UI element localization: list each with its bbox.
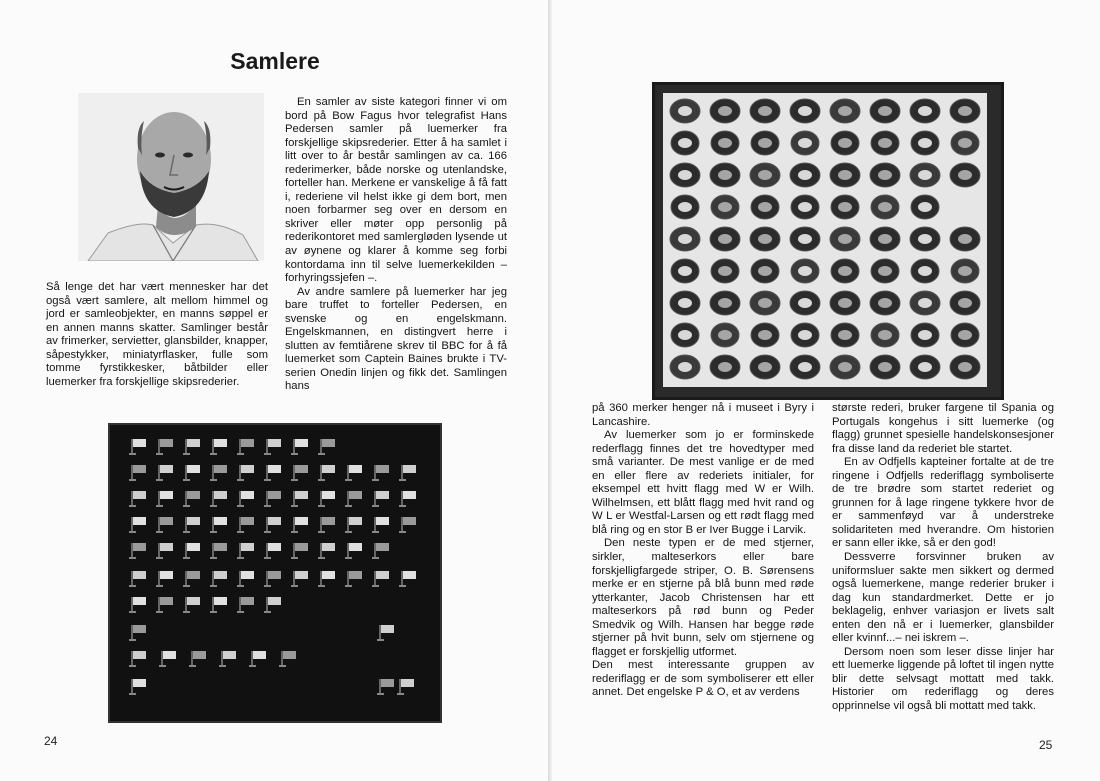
left-page bbox=[0, 0, 549, 781]
page-title: Samlere bbox=[230, 48, 320, 74]
page-number: 25 bbox=[1039, 738, 1053, 752]
paragraph: Av andre samlere på luemerker har jeg bare truffet to forteller Pedersen, en svenske og en engelskmann. Engelskmannen, en distingvert herre i slutten av femtiårene skrev til BBC for å få luemerket som Captein Baines brukte i TV-serien Onedin linjen og fikk det. Samlingen hans bbox=[285, 285, 507, 393]
cap-badge-collection-photo-icon bbox=[652, 82, 1004, 400]
right-page bbox=[552, 0, 1100, 781]
paragraph: Dessverre forsvinner bruken av uniformsluer sakte men sikkert og dermed også luemerkene, mange rederier bruker i dag kun standardmerket. Dette er jo beklagelig, enhver variasjon er livets salt enten den nå er i luemerker, glansbilder eller kvinnf...– nei iskrem –. bbox=[832, 551, 1054, 645]
paragraph: Den mest interessante gruppen av rederiflagg er de som symboliserer ett eller annet. Det engelske P & O, et av verdens bbox=[592, 659, 814, 699]
paragraph: Av luemerker som jo er forminskede rederflagg finnes det tre hovedtyper med små varianter. De mest vanlige er de med en eller flere av rederiets initialer, for eksempel ett hvitt flagg med W er Wilh. Wilhelmsen, ett blått flagg med hvit rand og W L er Westfal-Larsen og ett rødt flagg med blå ring og en stor B er Iver Bugge i Larvik. bbox=[592, 429, 814, 536]
paragraph: En av Odfjells kapteiner fortalte at de tre ringene i Odfjells rederiflagg symboliserte de tre brødre som startet rederiet og grunnen for å lage ringene tykkere hvor de er sammenføyd var å understreke solidariteten med hverandre. Om historien er sann eller ikke, så er den god! bbox=[832, 456, 1054, 550]
right-text-column-1 bbox=[592, 402, 814, 700]
paragraph: Den neste typen er de med stjerner, sirkler, malteserkors eller bare forskjelligfargede striper, O. B. Sørensens merke er en stjerne på blå bunn med røde ytterkanter, Jacob Christensen har ett malteserkors på rød bunn og Peder Smedvik og Wilh. Hansen har begge røde stjerner på hvit bunn, selv om stjernene og flagget er forskjellig utformet. bbox=[592, 537, 814, 658]
page-number: 24 bbox=[44, 734, 58, 748]
right-text-column-2 bbox=[832, 402, 1054, 714]
paragraph: Dersom noen som leser disse linjer har ett luemerke liggende på loftet til ingen nytte blir dette selvsagt mottatt med takk. Historier om rederiflagg og deres opprinnelse vil også bli mottatt med takk. bbox=[832, 645, 1054, 713]
paragraph: største rederi, bruker fargene til Spania og Portugals kongehus i sitt luemerke (og flagg) grunnet spesielle handelskonsesjoner fra disse land da rederiet ble startet. bbox=[832, 402, 1054, 455]
paragraph: på 360 merker henger nå i museet i Byry i Lancashire. bbox=[592, 402, 814, 428]
intro-paragraph: Så lenge det har vært mennesker har det også vært samlere, alt mellom himmel og jord er samleobjekter, en manns søppel er en annen manns skatter. Samlinger består av frimerker, servietter, glansbilder, knapper, såpestykker, miniatyrflasker, fulle som tomme fyrstikkesker, båtbilder eller luemerker fra forskjellige skipsrederier. bbox=[46, 281, 268, 388]
paragraph: En samler av siste kategori finner vi om bord på Bow Fagus hvor telegrafist Hans Pedersen samler på luemerker fra forskjellige skipsrederier. Etter å ha samlet i litt over to år består samlingen av ca. 166 rederimerker, både norske og utenlandske, forteller han. Merkene er vanskelige å få fatt i, rederiene vil helst ikke gi dem bort, men noen forbarmer seg over en dersom en skriver eller møter opp personlig på rederikontoret med samlergløden lysende ut av øynene og klarer å komme seg forbi kontordama inn til selve luemerkekilden – forhyringssjefen –. bbox=[285, 96, 507, 285]
left-text-column bbox=[285, 96, 507, 394]
flag-collection-photo-icon bbox=[108, 423, 442, 723]
portrait-photo-icon bbox=[78, 93, 264, 261]
intro-column bbox=[46, 281, 268, 389]
